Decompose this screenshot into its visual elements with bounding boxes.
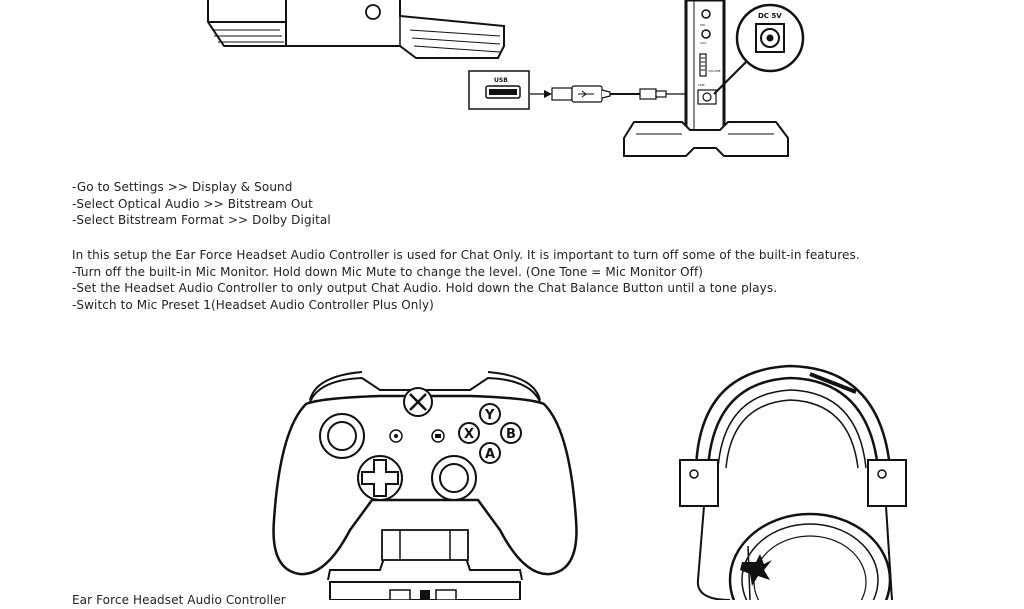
- settings-steps: [72, 179, 331, 229]
- usb-port-illustration: [468, 70, 530, 110]
- setup-note: In this setup the Ear Force Headset Audio Controller is used for Chat Only. It is important to turn off some of the built-in features.: [72, 248, 860, 262]
- face-button-b-icon: [501, 423, 521, 443]
- usb-port-label: USB: [494, 77, 508, 84]
- face-button-y-icon: [480, 404, 500, 424]
- face-button-x-icon: [459, 423, 479, 443]
- face-button-a-icon: [480, 443, 500, 463]
- svg-text:Y: Y: [485, 408, 495, 423]
- game-controller-illustration: [270, 370, 580, 600]
- setup-note: -Set the Headset Audio Controller to only output Chat Audio. Hold down the Chat Balance Button until a tone plays.: [72, 281, 778, 295]
- link-label: LINK: [698, 83, 705, 87]
- power-button-icon: [366, 5, 380, 19]
- settings-step: -Go to Settings >> Display & Sound: [72, 180, 293, 194]
- settings-step: -Select Bitstream Format >> Dolby Digital: [72, 213, 331, 227]
- setup-note: -Switch to Mic Preset 1(Headset Audio Controller Plus Only): [72, 297, 434, 312]
- svg-text:X: X: [464, 427, 475, 442]
- headset-illustration: [660, 350, 930, 600]
- mic-label: MIC: [700, 23, 706, 27]
- console-illustration: [200, 0, 510, 64]
- volume-label: VOLUME: [708, 69, 721, 73]
- aux-label: AUX: [700, 41, 707, 45]
- svg-text:B: B: [506, 427, 516, 442]
- svg-text:A: A: [485, 447, 496, 462]
- setup-notes: [72, 247, 860, 313]
- bottom-caption: Ear Force Headset Audio Controller: [72, 593, 286, 607]
- dpad-icon: [358, 456, 402, 500]
- headset-stand-illustration: [620, 0, 805, 172]
- setup-note: -Turn off the built-in Mic Monitor. Hold down Mic Mute to change the level. (One Tone = Mic Monitor Off): [72, 264, 704, 279]
- settings-step: -Select Optical Audio >> Bitstream Out: [72, 196, 313, 211]
- dc-input-label: DC 5V: [758, 12, 782, 20]
